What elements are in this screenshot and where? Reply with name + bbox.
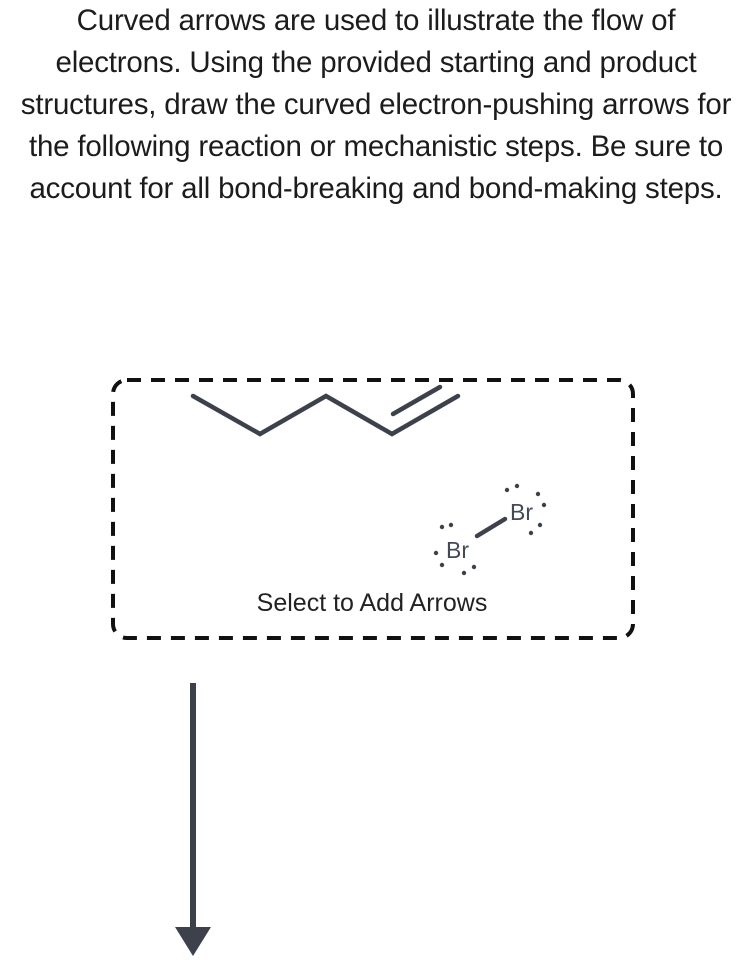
bromine-molecule: [434, 484, 546, 575]
br-br-bond: [477, 519, 505, 536]
select-to-add-arrows-label[interactable]: Select to Add Arrows: [256, 589, 488, 617]
br-atom-left: Br: [446, 537, 469, 563]
down-arrow-icon: [175, 683, 211, 956]
alkene-molecule: [193, 387, 458, 434]
question-text: Curved arrows are used to illustrate the flow of electrons. Using the provided starting and product structures, draw the curved electron-pushing arrows for the following reaction or mechanistic steps. Be sure to account for all bond-breaking and bond-making steps.: [20, 4, 732, 205]
br-atom-right: Br: [510, 499, 533, 525]
